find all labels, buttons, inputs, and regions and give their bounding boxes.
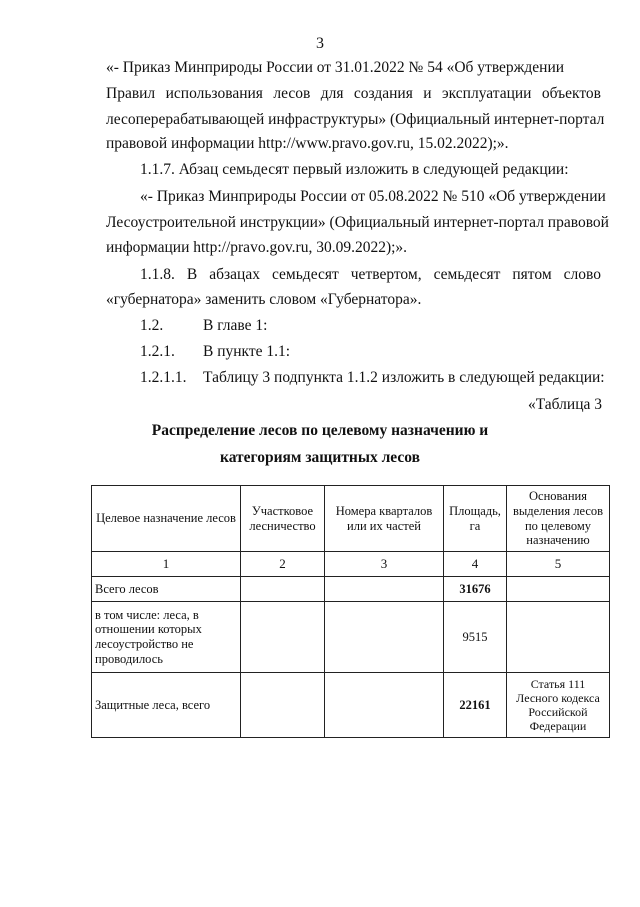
area-cell: 9515 bbox=[444, 602, 507, 673]
table-title-line: категориям защитных лесов bbox=[220, 449, 420, 466]
item-number: 1.2. bbox=[140, 317, 164, 334]
purpose-cell: в том числе: леса, в отношении которых лесоустройство не проводилось bbox=[92, 602, 241, 673]
table-row bbox=[92, 673, 610, 738]
header-cell: Номера кварталов или их частей bbox=[325, 486, 444, 552]
forestry-cell bbox=[241, 602, 325, 673]
paragraph-line: лесоперерабатывающей инфраструктуры» (Официальный интернет-портал bbox=[106, 111, 605, 128]
table-title-line: Распределение лесов по целевому назначению и bbox=[151, 422, 489, 439]
header-cell: Участковое лесничество bbox=[241, 486, 325, 552]
item-text: В пункте 1.1: bbox=[203, 343, 291, 360]
quarters-cell bbox=[325, 673, 444, 738]
column-number: 5 bbox=[507, 552, 610, 577]
column-number: 3 bbox=[325, 552, 444, 577]
paragraph-line: 1.1.7. Абзац семьдесят первый изложить в следующей редакции: bbox=[140, 161, 569, 178]
column-number-row bbox=[92, 552, 610, 577]
column-number: 2 bbox=[241, 552, 325, 577]
paragraph-line: Правил использования лесов для создания и эксплуатации объектов bbox=[106, 85, 601, 102]
page-number: 3 bbox=[316, 35, 324, 52]
item-text: Таблицу 3 подпункта 1.1.2 изложить в следующей редакции: bbox=[203, 369, 605, 386]
header-cell: Площадь, га bbox=[444, 486, 507, 552]
paragraph-line: Лесоустроительной инструкции» (Официальный интернет-портал правовой bbox=[106, 214, 609, 231]
purpose-cell: Защитные леса, всего bbox=[92, 673, 241, 738]
basis-cell bbox=[507, 602, 610, 673]
table-row bbox=[92, 602, 610, 673]
paragraph-line: информации http://pravo.gov.ru, 30.09.2022);». bbox=[106, 239, 408, 256]
forestry-cell bbox=[241, 673, 325, 738]
quarters-cell bbox=[325, 577, 444, 602]
paragraph-line: правовой информации http://www.pravo.gov.ru, 15.02.2022);». bbox=[106, 135, 509, 152]
table-header-row bbox=[92, 486, 610, 552]
paragraph-line: «- Приказ Минприроды России от 05.08.2022 № 510 «Об утверждении bbox=[140, 188, 606, 205]
quarters-cell bbox=[325, 602, 444, 673]
table-label: «Таблица 3 bbox=[527, 396, 602, 413]
area-cell: 22161 bbox=[444, 673, 507, 738]
column-number: 4 bbox=[444, 552, 507, 577]
column-number: 1 bbox=[92, 552, 241, 577]
purpose-cell: Всего лесов bbox=[92, 577, 241, 602]
paragraph-line: 1.1.8. В абзацах семьдесят четвертом, семьдесят пятом слово bbox=[140, 266, 601, 283]
area-cell: 31676 bbox=[444, 577, 507, 602]
item-number: 1.2.1.1. bbox=[140, 369, 187, 386]
table-row bbox=[92, 577, 610, 602]
header-cell: Целевое назначение лесов bbox=[92, 486, 241, 552]
item-text: В главе 1: bbox=[203, 317, 268, 334]
forestry-cell bbox=[241, 577, 325, 602]
paragraph-line: «губернатора» заменить словом «Губернатора». bbox=[106, 291, 422, 308]
forest-distribution-table bbox=[91, 485, 610, 738]
basis-cell bbox=[507, 577, 610, 602]
header-cell: Основания выделения лесов по целевому назначению bbox=[507, 486, 610, 552]
paragraph-line: «- Приказ Минприроды России от 31.01.2022 № 54 «Об утверждении bbox=[106, 59, 565, 76]
item-number: 1.2.1. bbox=[140, 343, 175, 360]
basis-cell: Статья 111 Лесного кодекса Российской Федерации bbox=[507, 673, 610, 738]
